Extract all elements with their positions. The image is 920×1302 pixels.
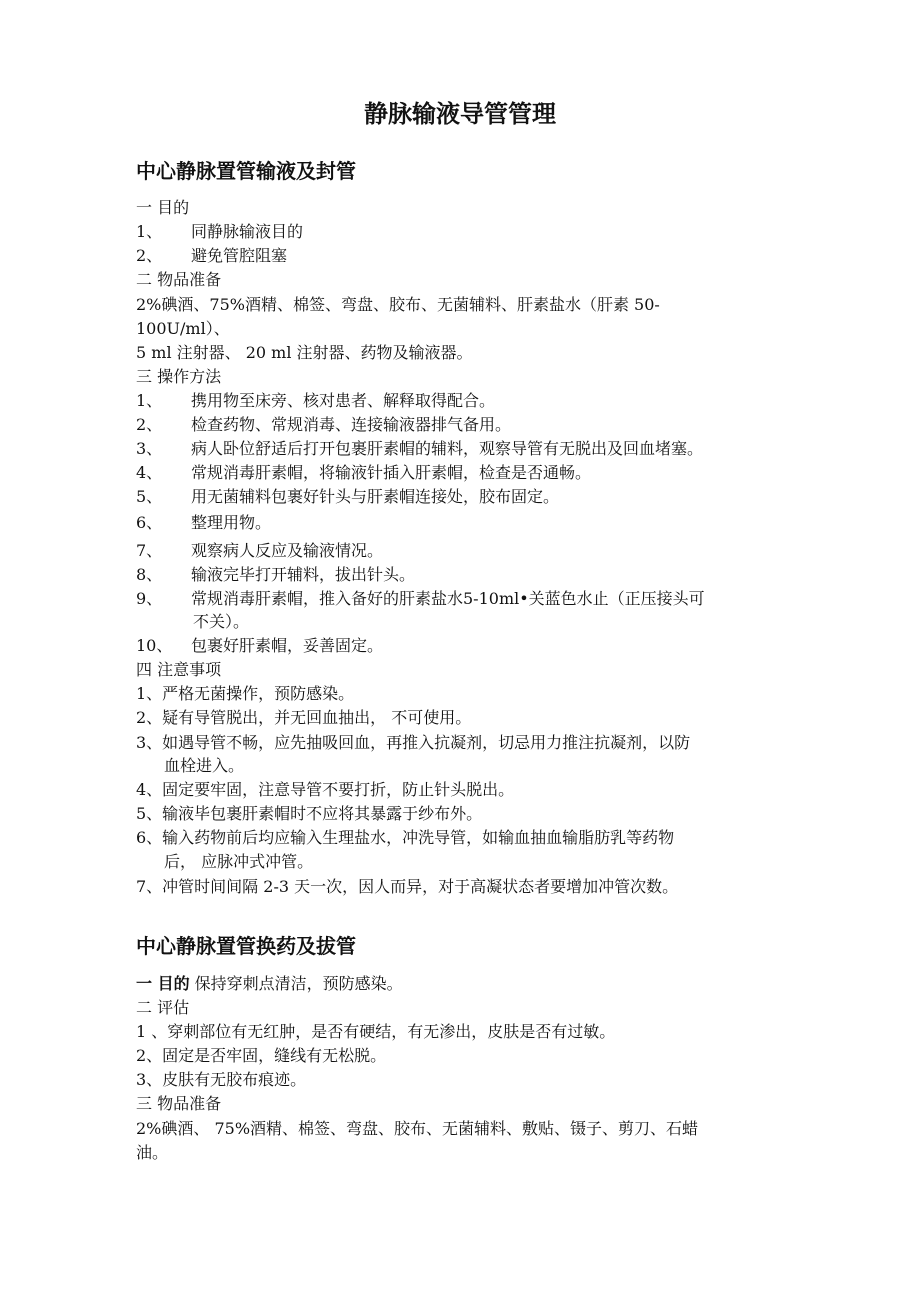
s1-notes-heading: 四 注意事项 [136,660,222,679]
item-number: 1、 [136,391,163,410]
item-text: 整理用物。 [191,513,272,532]
s2-purpose-label: 一 目的 [136,974,190,993]
item-text: 输液完毕打开辅料，拔出针头。 [191,565,416,584]
s2-supplies-line-1: 2%碘酒、 75%酒精、棉签、弯盘、胶布、无菌辅料、敷贴、镊子、剪刀、石蜡 [136,1119,699,1138]
s1-method-item-9 [136,588,705,610]
item-text: 同静脉输液目的 [191,222,304,241]
s1-method-item-2 [136,414,511,436]
s1-method-item-8 [136,564,415,586]
item-text: 病人卧位舒适后打开包裹肝素帽的辅料，观察导管有无脱出及回血堵塞。 [191,439,704,458]
s2-purpose-text: 保持穿刺点清洁，预防感染。 [189,974,403,993]
s2-purpose-line [136,973,403,995]
s1-method-item-4 [136,462,591,484]
section1-heading: 中心静脉置管输液及封管 [136,159,356,183]
s1-notes-item-1: 1、严格无菌操作，预防感染。 [136,684,355,703]
item-text: 包裹好肝素帽，妥善固定。 [191,636,384,655]
item-text: 用无菌辅料包裹好针头与肝素帽连接处，胶布固定。 [191,487,560,506]
item-text: 携用物至床旁、核对患者、解释取得配合。 [191,391,496,410]
item-text: 检查药物、常规消毒、连接输液器排气备用。 [191,415,512,434]
s1-notes-item-7: 7、冲管时间间隔 2-3 天一次，因人而异，对于高凝状态者要增加冲管次数。 [136,877,679,896]
s1-notes-item-6: 6、输入药物前后均应输入生理盐水，冲洗导管，如输血抽血输脂肪乳等药物 [136,828,675,847]
s1-supplies-line-2: 100U/ml）、 [136,319,230,338]
item-number: 8、 [136,565,163,584]
item-number: 9、 [136,589,163,608]
item-text: 避免管腔阻塞 [191,246,288,265]
item-text: 常规消毒肝素帽，将输液针插入肝素帽，检查是否通畅。 [191,463,592,482]
s1-purpose-heading: 一 目的 [136,198,190,217]
s1-method-item-9-continued: 不关）。 [193,612,250,631]
section2-heading: 中心静脉置管换药及拔管 [136,934,356,958]
s1-method-item-7 [136,540,383,562]
s2-assess-item-1: 1 、穿刺部位有无红肿，是否有硬结，有无渗出，皮肤是否有过敏。 [136,1022,616,1041]
item-number: 1、 [136,222,163,241]
s1-method-item-6 [136,512,271,534]
s1-supplies-line-1: 2%碘酒、75%酒精、棉签、弯盘、胶布、无菌辅料、肝素盐水（肝素 50- [136,295,660,314]
s1-method-heading: 三 操作方法 [136,367,222,386]
s1-notes-item-4: 4、固定要牢固，注意导管不要打折，防止针头脱出。 [136,780,515,799]
s2-assess-item-3: 3、皮肤有无胶布痕迹。 [136,1070,307,1089]
item-number: 3、 [136,439,163,458]
item-number: 7、 [136,541,163,560]
item-number: 5、 [136,487,163,506]
document-title: 静脉输液导管管理 [364,100,556,128]
s2-supplies-heading: 三 物品准备 [136,1094,222,1113]
s1-notes-item-5: 5、输液毕包裹肝素帽时不应将其暴露于纱布外。 [136,804,483,823]
item-number: 2、 [136,246,163,265]
s1-purpose-item-1 [136,221,303,243]
s1-notes-item-6-continued: 后， 应脉冲式冲管。 [164,852,314,871]
s1-supplies-line-3: 5 ml 注射器、 20 ml 注射器、药物及输液器。 [136,343,473,362]
s1-notes-item-2: 2、疑有导管脱出，并无回血抽出， 不可使用。 [136,708,472,727]
s1-method-item-5 [136,486,559,508]
item-number: 4、 [136,463,163,482]
item-number: 6、 [136,513,163,532]
s1-notes-item-3: 3、如遇导管不畅，应先抽吸回血，再推入抗凝剂，切忌用力推注抗凝剂，以防 [136,733,691,752]
item-text: 常规消毒肝素帽，推入备好的肝素盐水5-10ml•关蓝色水止（正压接头可 [191,589,705,608]
s1-notes-item-3-continued: 血栓进入。 [164,756,245,775]
item-text: 观察病人反应及输液情况。 [191,541,384,560]
s1-method-item-10 [136,635,383,657]
s1-method-item-1 [136,390,495,412]
s1-method-item-3 [136,438,703,460]
s2-assess-item-2: 2、固定是否牢固，缝线有无松脱。 [136,1046,387,1065]
s1-supplies-heading: 二 物品准备 [136,270,222,289]
s2-supplies-line-2: 油。 [136,1143,169,1162]
s2-assess-heading: 二 评估 [136,998,190,1017]
item-number: 10、 [136,636,173,655]
item-number: 2、 [136,415,163,434]
s1-purpose-item-2 [136,245,287,267]
